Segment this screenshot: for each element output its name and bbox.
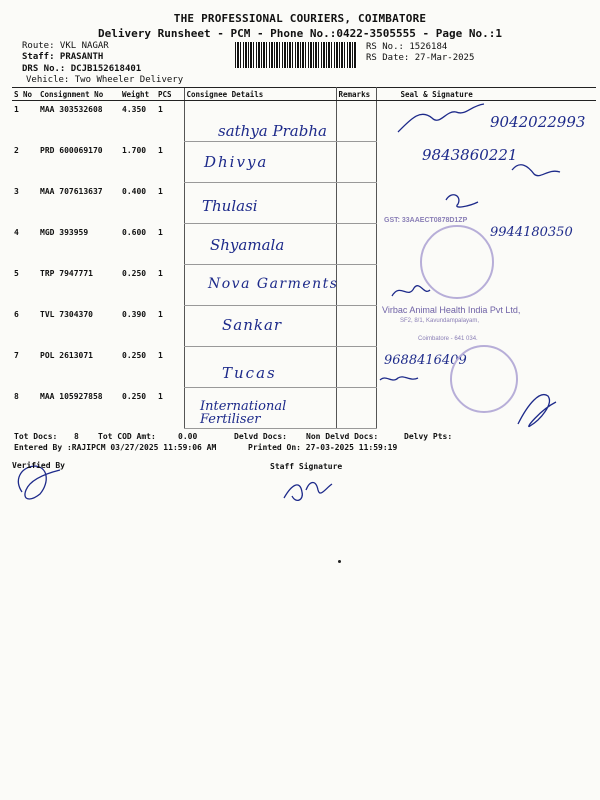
row-sno: 2 <box>14 145 19 155</box>
handwritten-consignee: Sankar <box>222 316 283 334</box>
route-label: Route: VKL NAGAR <box>22 41 109 51</box>
handwritten-phone: 9688416409 <box>384 353 467 368</box>
row-sno: 8 <box>14 391 19 401</box>
row-weight: 0.250 <box>122 268 147 278</box>
row-consignment: MAA 303532608 <box>40 105 103 114</box>
signature-row7 <box>380 377 418 380</box>
handwritten-consignee: sathya Prabha <box>218 122 327 140</box>
handwritten-phone: 9944180350 <box>490 225 573 240</box>
gst-stamp: GST: 33AAECT0878D1ZP <box>384 217 468 224</box>
staff-signature-label: Staff Signature <box>270 462 343 471</box>
row-consignment: MGD 393959 <box>40 227 89 237</box>
row-weight: 1.700 <box>122 145 147 155</box>
tot-docs-label: Tot Docs: <box>14 432 58 441</box>
staff-signature-scribble <box>284 483 332 501</box>
row-consignment: TVL 7304370 <box>40 309 93 319</box>
handwritten-consignee: Dhivya <box>204 153 269 171</box>
row-sno: 3 <box>14 186 19 196</box>
row-pcs: 1 <box>158 268 163 278</box>
row-sno: 4 <box>14 227 19 237</box>
handwritten-consignee: Tucas <box>222 364 277 382</box>
row-pcs: 1 <box>158 227 163 237</box>
row-pcs: 1 <box>158 145 163 155</box>
vehicle-label: Vehicle: Two Wheeler Delivery <box>26 75 184 85</box>
tot-cod-value: 0.00 <box>178 432 198 441</box>
signature-row5 <box>392 286 430 296</box>
rs-number: RS No.: 1526184 <box>366 42 448 52</box>
handwritten-phone: 9042022993 <box>490 113 586 131</box>
row-weight: 0.400 <box>122 186 147 196</box>
delvy-pts-label: Delvy Pts: <box>404 432 453 441</box>
virbac-stamp-city: Coimbatore - 641 034. <box>418 336 478 342</box>
row-sno: 7 <box>14 350 19 360</box>
row-pcs: 1 <box>158 350 163 360</box>
handwritten-phone: 9843860221 <box>422 146 518 164</box>
rs-date: RS Date: 27-Mar-2025 <box>366 53 475 63</box>
col-consignment: Consignment No <box>38 88 120 101</box>
row-consignment: PRD 600069170 <box>40 145 103 155</box>
row-weight: 0.250 <box>122 391 147 401</box>
row-consignment: TRP 7947771 <box>40 268 93 278</box>
handwritten-consignee: Nova Garments <box>208 276 339 292</box>
entered-by: Entered By :RAJIPCM 03/27/2025 11:59:06 AM <box>14 443 217 452</box>
col-seal-signature: Seal & Signature <box>376 88 596 101</box>
runsheet-title: Delivery Runsheet - PCM - Phone No.:0422-3505555 - Page No.:1 <box>98 27 502 40</box>
row-consignment: POL 2613071 <box>40 350 93 360</box>
row-sno: 6 <box>14 309 19 319</box>
non-delvd-docs-label: Non Delvd Docs: <box>306 432 379 441</box>
signature-row8 <box>518 395 556 427</box>
virbac-stamp-address: SF2, 8/1, Kavundampalayam, <box>400 318 480 324</box>
row-pcs: 1 <box>158 186 163 196</box>
handwritten-consignee: Shyamala <box>210 236 285 254</box>
col-weight: Weight <box>120 88 156 101</box>
staff-label: Staff: PRASANTH <box>22 52 104 62</box>
col-consignee: Consignee Details <box>184 88 336 101</box>
delvd-docs-label: Delvd Docs: <box>234 432 287 441</box>
row-sno: 1 <box>14 105 19 114</box>
row-pcs: 1 <box>158 105 163 114</box>
drs-number: DRS No.: DCJB152618401 <box>22 64 142 74</box>
row-weight: 0.250 <box>122 350 147 360</box>
row-weight: 4.350 <box>122 105 147 114</box>
signature-row3 <box>446 195 478 207</box>
row-pcs: 1 <box>158 309 163 319</box>
row-pcs: 1 <box>158 391 163 401</box>
row-weight: 0.600 <box>122 227 147 237</box>
company-title: THE PROFESSIONAL COURIERS, COIMBATORE <box>173 12 427 25</box>
row-weight: 0.390 <box>122 309 147 319</box>
row-sno: 5 <box>14 268 19 278</box>
col-pcs: PCS <box>156 88 184 101</box>
handwritten-consignee: International Fertiliser <box>200 399 287 427</box>
tot-cod-label: Tot COD Amt: <box>98 432 156 441</box>
handwritten-consignee: Thulasi <box>202 197 258 215</box>
signature-row1 <box>398 104 484 132</box>
verified-by-label: Verified By <box>12 461 65 470</box>
verified-signature <box>18 466 60 499</box>
virbac-stamp-name: Virbac Animal Health India Pvt Ltd, <box>382 305 521 315</box>
printed-on: Printed On: 27-03-2025 11:59:19 <box>248 443 398 452</box>
page-dot <box>338 560 341 563</box>
signature-row2 <box>512 165 560 176</box>
row-consignment: MAA 707613637 <box>40 186 103 196</box>
tot-docs-value: 8 <box>74 432 79 441</box>
col-remarks: Remarks <box>336 88 376 101</box>
row-consignment: MAA 105927858 <box>40 391 103 401</box>
col-sno: S No <box>12 88 38 101</box>
